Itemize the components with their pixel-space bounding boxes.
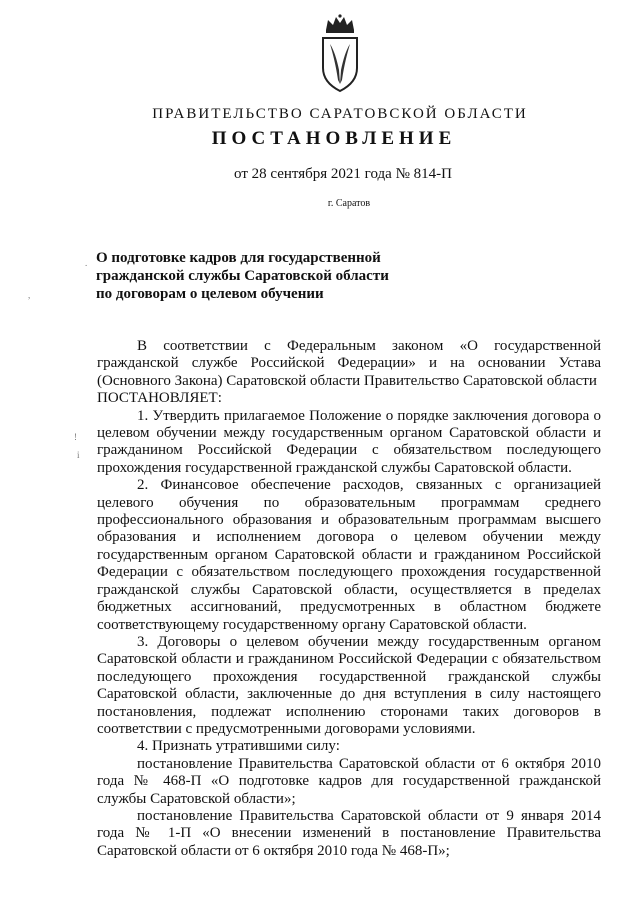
document-date-number: от 28 сентября 2021 года № 814-П (234, 166, 452, 182)
document-type: ПОСТАНОВЛЕНИЕ (211, 128, 457, 149)
document-body (97, 338, 601, 860)
decree-word: ПОСТАНОВЛЯЕТ: (97, 390, 222, 407)
coat-of-arms-icon (318, 14, 362, 94)
title-line-2: гражданской службы Саратовской области (96, 268, 389, 284)
preamble-paragraph: В соответствии с Федеральным законом «О государственной гражданской службе Российской Федерации» и на основании Устава (Основного Закона) Саратовской области Правительство Саратовской области (97, 338, 601, 389)
item-1-paragraph: 1. Утвердить прилагаемое Положение о порядке заключения договора о целевом обучении между государственным органом Саратовской области и гражданином Российской Федерации с обязательством последующего прохождения государственной гражданской службы Саратовской области. (97, 407, 601, 476)
scan-mark: i (77, 450, 80, 460)
scan-mark: , (28, 290, 31, 300)
document-title (96, 249, 416, 303)
item-4a-paragraph: постановление Правительства Саратовской области от 6 октября 2010 года № 468-П «О подготовке кадров для государственной гражданской службы Саратовской области»; (97, 755, 601, 807)
scan-mark: ! (74, 432, 77, 442)
item-4-paragraph: 4. Признать утратившими силу: (137, 738, 340, 755)
document-city: г. Саратов (327, 198, 371, 209)
item-2-paragraph: 2. Финансовое обеспечение расходов, связанных с организацией целевого обучения по образовательным программам среднего профессионального образования и образовательным программам высшего образования и исполнением договора о целевом обучении между государственным органом Саратовской области и гражданином Российской Федерации с обязательством последующего прохождения государственной гражданской службы Саратовской области, осуществляется в пределах бюджетных ассигнований, предусмотренных в областном бюджете соответствующему государственному органу Саратовской области. (97, 477, 601, 633)
title-line-1: О подготовке кадров для государственной (96, 250, 381, 266)
scan-mark: . (85, 258, 88, 268)
title-line-3: по договорам о целевом обучении (96, 286, 324, 302)
item-3-paragraph: 3. Договоры о целевом обучении между государственным органом Саратовской области и гражданином Российской Федерации с обязательством последующего прохождения государственной гражданской службы Саратовской области, заключенные до дня вступления в силу настоящего постановления, подлежат исполнению сторонами таких договоров в соответствии с предусмотренными договорами условиями. (97, 633, 601, 737)
item-4b-paragraph: постановление Правительства Саратовской области от 9 января 2014 года № 1-П «О внесении изменений в постановление Правительства Саратовской области от 6 октября 2010 года № 468-П»; (97, 807, 601, 859)
organization-name: ПРАВИТЕЛЬСТВО САРАТОВСКОЙ ОБЛАСТИ (152, 106, 528, 122)
